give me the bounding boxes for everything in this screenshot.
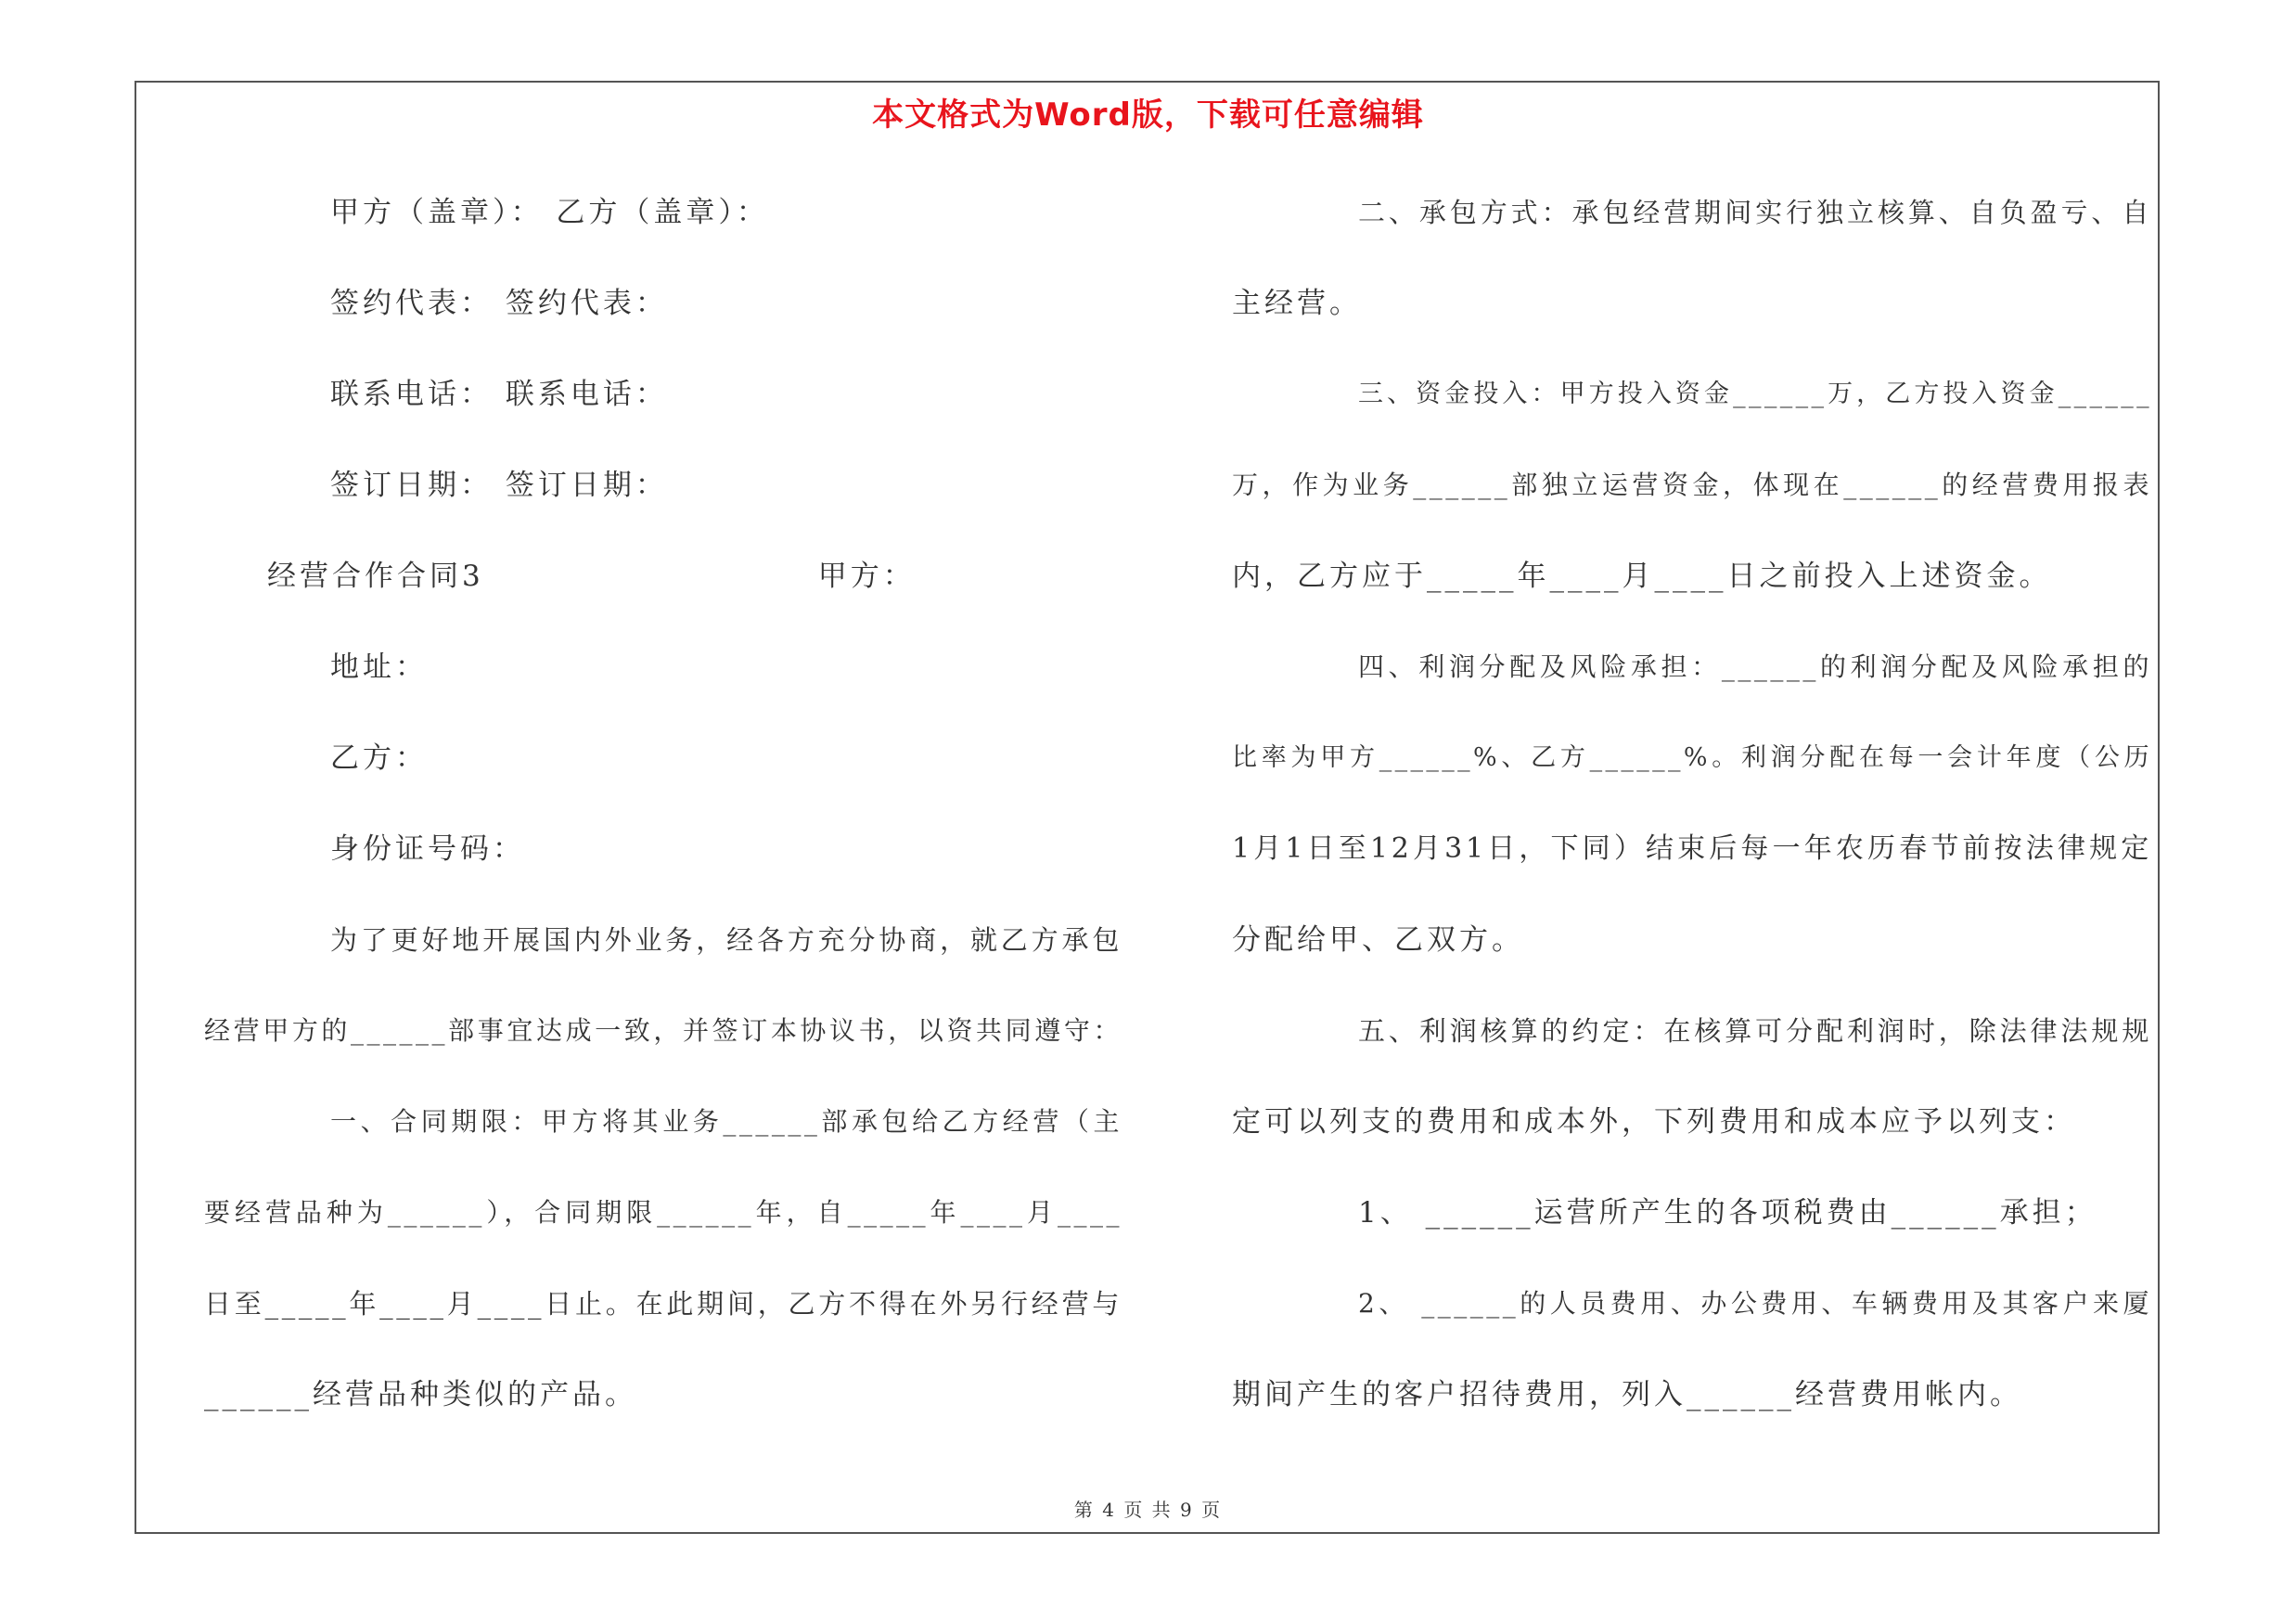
clause-5-line-2: 定可以列支的费用和成本外，下列费用和成本应予以列支： xyxy=(1232,1105,2076,1139)
clause-1-line-2: 要经营品种为______），合同期限______年，自_____年____月____ xyxy=(204,1197,1122,1228)
contract-title-line xyxy=(204,546,1122,637)
right-column xyxy=(1232,182,2152,1455)
clause-3-line-2: 万，作为业务______部独立运营资金，体现在______的经营费用报表 xyxy=(1232,470,2152,500)
party-a-label: 甲方： xyxy=(817,560,916,593)
clause-5-line-1: 五、利润核算的约定：在核算可分配利润时，除法律法规规 xyxy=(1358,1015,2152,1047)
clause-4-line-1: 四、利润分配及风险承担：______的利润分配及风险承担的 xyxy=(1358,651,2152,682)
page-number: 第 4 页 共 9 页 xyxy=(1073,1499,1223,1521)
preamble-line-2: 经营甲方的______部事宜达成一致，并签订本协议书，以资共同遵守： xyxy=(204,1015,1122,1046)
clause-1-line-1: 一、合同期限：甲方将其业务______部承包给乙方经营（主 xyxy=(330,1106,1122,1137)
signature-line-seal: 甲方（盖章）： 乙方（盖章）： xyxy=(330,196,769,229)
clause-5-item-2-line-2: 期间产生的客户招待费用，列入______经营费用帐内。 xyxy=(1232,1378,2022,1411)
signature-line-representative: 签约代表： 签约代表： xyxy=(330,287,668,320)
clause-3-line-3: 内，乙方应于_____年____月____日之前投入上述资金。 xyxy=(1232,560,2052,593)
format-banner: 本文格式为Word版，下载可任意编辑 xyxy=(872,97,1424,134)
clause-4-line-3: 1月1日至12月31日，下同）结束后每一年农历春节前按法律规定 xyxy=(1232,832,2152,865)
address-label: 地址： xyxy=(330,650,428,684)
id-number-label: 身份证号码： xyxy=(330,832,525,866)
clause-1-line-3: 日至_____年____月____日止。在此期间，乙方不得在外另行经营与 xyxy=(204,1288,1122,1320)
clause-2-line-1: 二、承包方式：承包经营期间实行独立核算、自负盈亏、自 xyxy=(1358,197,2152,228)
party-b-label: 乙方： xyxy=(330,741,428,775)
clause-5-item-1: 1、 ______运营所产生的各项税费由______承担； xyxy=(1358,1196,2097,1230)
signature-line-date: 签订日期： 签订日期： xyxy=(330,469,668,502)
preamble-line-1: 为了更好地开展国内外业务，经各方充分协商，就乙方承包 xyxy=(330,924,1122,956)
left-column xyxy=(204,182,1122,1455)
clause-4-line-4: 分配给甲、乙双方。 xyxy=(1232,923,1524,957)
clause-1-line-4: ______经营品种类似的产品。 xyxy=(204,1378,637,1411)
signature-line-phone: 联系电话： 联系电话： xyxy=(330,378,668,411)
clause-3-line-1: 三、资金投入：甲方投入资金______万，乙方投入资金______ xyxy=(1358,380,2152,408)
clause-2-line-2: 主经营。 xyxy=(1232,287,1362,320)
clause-4-line-2: 比率为甲方______%、乙方______%。利润分配在每一会计年度（公历 xyxy=(1232,743,2152,772)
clause-5-item-2-line-1: 2、 ______的人员费用、办公费用、车辆费用及其客户来厦 xyxy=(1358,1288,2152,1319)
contract-title: 经营合作合同3 xyxy=(267,560,484,593)
